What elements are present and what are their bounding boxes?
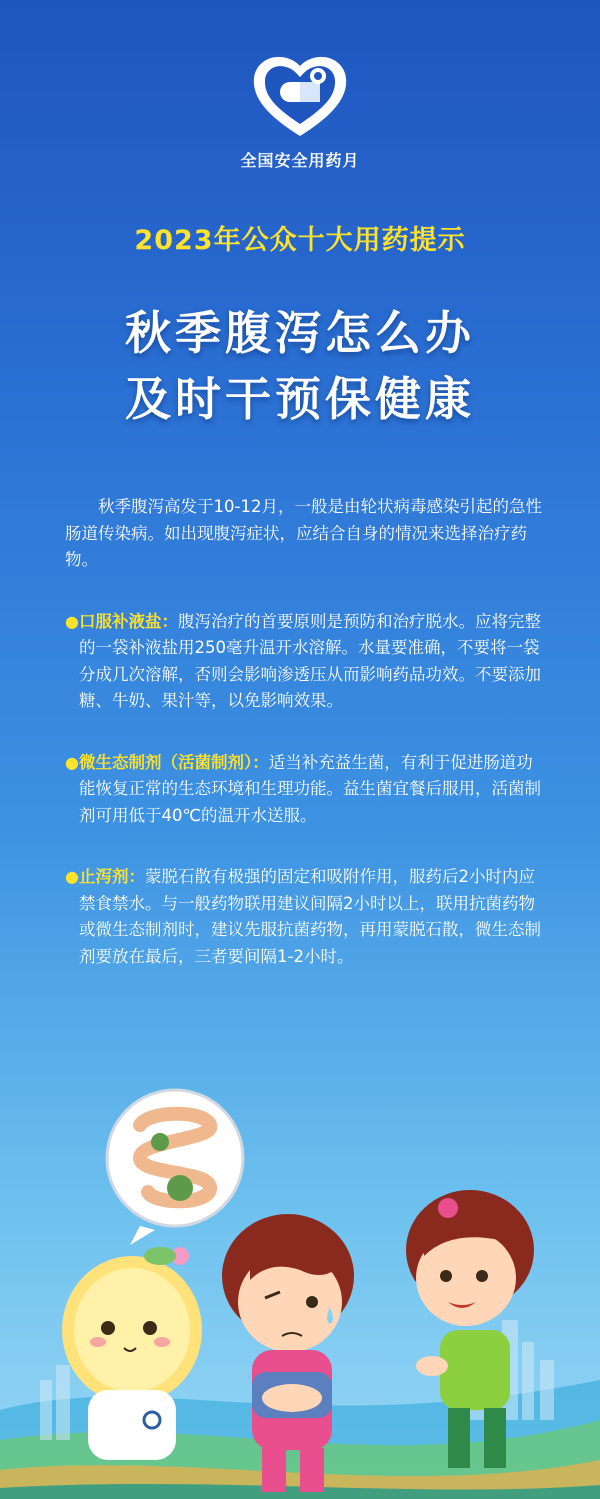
logo-caption: 全国安全用药月 xyxy=(240,151,360,170)
safe-medication-month-logo xyxy=(250,50,350,140)
tip-text: 蒙脱石散有极强的固定和吸附作用，服药后2小时内应禁食禁水。与一般药物联用建议间隔2小时以上，联用抗菌药物或微生态制剂时，建议先服抗菌药物，再用蒙脱石散，微生态制剂要放在最后，三者要间隔1-2小时。 xyxy=(79,867,541,966)
tip-label: 止泻剂： xyxy=(79,867,145,886)
tip-label: 微生态制剂（活菌制剂）： xyxy=(79,752,269,772)
poster-body xyxy=(65,494,545,1005)
bullet-icon: ● xyxy=(65,867,79,886)
poster-headline: 2023年公众十大用药提示 xyxy=(134,225,466,256)
cartoon-illustration xyxy=(0,1080,600,1499)
tip-item xyxy=(65,609,545,715)
tip-text: 腹泻治疗的首要原则是预防和治疗脱水。应将完整的一袋补液盐用250毫升温开水溶解。水量要准确，不要将一袋分成几次溶解，否则会影响渗透压从而影响药品功效。不要添加糖、牛奶、果汁等，以免影响效果。 xyxy=(79,611,541,710)
intestine-bubble-icon xyxy=(107,1090,243,1245)
tip-text: 适当补充益生菌，有利于促进肠道功能恢复正常的生态环境和生理功能。益生菌宜餐后服用，活菌制剂可用低于40℃的温开水送服。 xyxy=(79,752,541,825)
intro-paragraph: 秋季腹泻高发于10-12月，一般是由轮状病毒感染引起的急性肠道传染病。如出现腹泻症状，应结合自身的情况来选择治疗药物。 xyxy=(65,497,542,569)
tip-item xyxy=(65,750,545,830)
bullet-icon: ● xyxy=(65,611,79,631)
tip-item xyxy=(65,864,545,970)
title-line-2: 及时干预保健康 xyxy=(125,372,475,426)
tip-label: 口服补液盐： xyxy=(79,611,178,631)
poster-title xyxy=(0,300,600,432)
title-line-1: 秋季腹泻怎么办 xyxy=(125,306,475,360)
bullet-icon: ● xyxy=(65,752,79,772)
